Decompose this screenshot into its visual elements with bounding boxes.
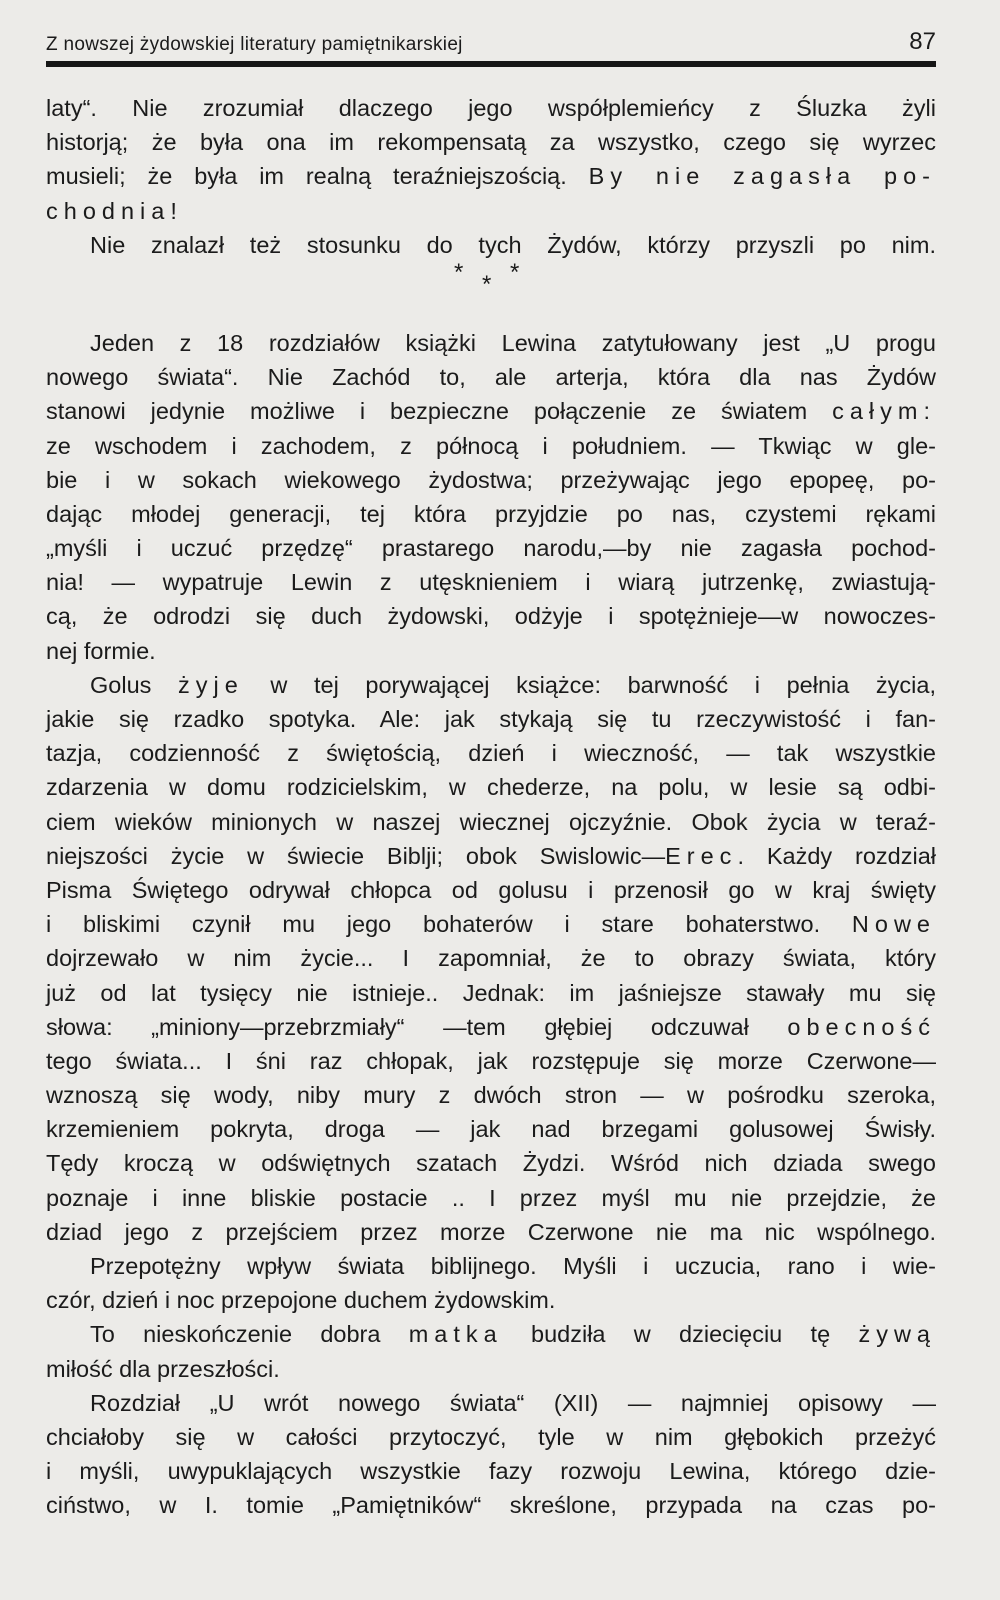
text-run: nia! — wypatruje Lewin z utęsknieniem i wiarą jutrzenkę, zwiastują-	[46, 569, 936, 596]
text-run: . Każdy rozdział	[737, 842, 936, 869]
emphasized-text: całym:	[832, 398, 936, 425]
text-run: bie i w sokach wiekowego żydostwa; przeżywając jego epopeę, po-	[46, 466, 936, 493]
header-rule	[46, 61, 936, 67]
text-line	[46, 463, 936, 497]
text-run: Jeden z 18 rozdziałów książki Lewina zatytułowany jest „U progu	[90, 329, 936, 356]
text-run: stanowi jedynie możliwe i bezpieczne połączenie ze światem	[46, 398, 833, 425]
text-line	[46, 702, 936, 736]
paragraph	[46, 228, 936, 262]
text-run: musieli; że była im realną teraźniejszością.	[46, 163, 589, 190]
text-run: ciństwo, w I. tomie „Pamiętników“ skreślone, przypada na czas po-	[46, 1492, 936, 1519]
text-run: niejszości życie w świecie Biblji; obok Swislowic—	[46, 842, 666, 869]
text-run: „myśli i uczuć przędzę“ prastarego narodu,—by nie zagasła pochod-	[46, 535, 936, 562]
emphasized-text: By nie zagasła po-	[588, 163, 936, 190]
text-line	[46, 634, 936, 668]
text-run: zdarzenia w domu rodzicielskim, w chederze, na polu, w lesie są odbi-	[46, 774, 936, 801]
text-run: laty“. Nie zrozumiał dlaczego jego współplemieńcy z Śluzka żyli	[46, 95, 936, 121]
paragraph	[46, 91, 936, 228]
text-line	[46, 326, 936, 360]
text-line	[46, 1078, 936, 1112]
emphasized-text: matka	[408, 1321, 503, 1348]
text-line	[46, 194, 936, 228]
asterisk: *	[510, 258, 520, 286]
paragraph	[46, 1317, 936, 1385]
page-header	[46, 28, 936, 56]
text-line	[46, 770, 936, 804]
emphasized-text: żywą	[858, 1321, 936, 1348]
paragraph	[46, 1386, 936, 1523]
text-run: Golus	[90, 671, 178, 698]
page-number: 87	[909, 28, 936, 55]
text-line	[46, 1420, 936, 1454]
text-run: czór, dzień i noc przepojone duchem żydowskim.	[46, 1287, 556, 1314]
text-line	[46, 497, 936, 531]
text-run: tego świata... I śni raz chłopak, jak rozstępuje się morze Czerwone—	[46, 1047, 936, 1074]
text-run: cą, że odrodzi się duch żydowski, odżyje i spotężnieje—w nowoczes-	[46, 603, 936, 630]
text-run: Rozdział „U wrót nowego świata“ (XII) — najmniej opisowy —	[90, 1389, 936, 1416]
text-line	[46, 1488, 936, 1522]
text-run: ze wschodem i zachodem, z północą i południem. — Tkwiąc w gle-	[46, 432, 936, 459]
text-run: budziła w dziecięciu tę	[502, 1321, 859, 1348]
text-line	[46, 1044, 936, 1078]
text-run: słowa: „miniony—przebrzmiały“ —tem głębiej odczuwał	[46, 1013, 788, 1040]
text-line	[46, 668, 936, 702]
text-line	[46, 736, 936, 770]
text-line	[46, 394, 936, 428]
text-line	[46, 873, 936, 907]
text-run: nej formie.	[46, 637, 156, 664]
running-title: Z nowszej żydowskiej literatury pamiętnikarskiej	[46, 34, 463, 55]
section-separator	[46, 258, 936, 326]
text-line	[46, 159, 936, 193]
text-line	[46, 599, 936, 633]
paragraph	[46, 1249, 936, 1317]
text-line	[46, 839, 936, 873]
text-line	[46, 805, 936, 839]
text-line	[46, 1146, 936, 1180]
text-run: tazja, codzienność z świętością, dzień i wieczność, — tak wszystkie	[46, 740, 936, 767]
text-line	[46, 1249, 936, 1283]
text-run: w tej porywającej książce: barwność i pełnia życia,	[243, 671, 936, 698]
text-run: już od lat tysięcy nie istnieje.. Jednak: im jaśniejsze stawały mu się	[46, 979, 936, 1006]
paragraph	[46, 668, 936, 1249]
text-run: chciałoby się w całości przytoczyć, tyle w nim głębokich przeżyć	[46, 1423, 936, 1450]
text-run: wznoszą się wody, niby mury z dwóch stron — w pośrodku szeroka,	[46, 1082, 936, 1109]
text-line	[46, 1283, 936, 1317]
text-run: historją; że była ona im rekompensatą za wszystko, czego się wyrzec	[46, 129, 936, 156]
text-run: miłość dla przeszłości.	[46, 1355, 280, 1382]
text-line	[46, 1112, 936, 1146]
text-line	[46, 1352, 936, 1386]
text-run: dziad jego z przejściem przez morze Czerwone nie ma nic wspólnego.	[46, 1218, 936, 1245]
text-line	[46, 907, 936, 941]
text-run: dojrzewało w nim życie... I zapomniał, że to obrazy świata, który	[46, 945, 936, 972]
text-run: Pisma Świętego odrywał chłopca od golusu i przenosił go w kraj święty	[46, 876, 936, 903]
text-line	[46, 228, 936, 262]
text-run: dając młodej generacji, tej która przyjdzie po nas, czystemi rękami	[46, 500, 936, 527]
text-run: To nieskończenie dobra	[90, 1321, 409, 1348]
text-line	[46, 1386, 936, 1420]
text-line	[46, 125, 936, 159]
emphasized-text: żyje	[178, 671, 244, 698]
text-line	[46, 941, 936, 975]
text-run: poznaje i inne bliskie postacie .. I przez myśl mu nie przejdzie, że	[46, 1184, 936, 1211]
text-run: Nie znalazł też stosunku do tych Żydów, którzy przyszli po nim.	[90, 231, 936, 258]
emphasized-text: Nowe	[851, 911, 936, 938]
text-run: Tędy kroczą w odświętnych szatach Żydzi. Wśród nich dziada swego	[46, 1150, 936, 1177]
emphasized-text: obecność	[787, 1013, 936, 1040]
text-line	[46, 91, 936, 125]
text-line	[46, 1454, 936, 1488]
text-run: Przepotężny wpływ świata biblijnego. Myśli i uczucia, rano i wie-	[90, 1253, 936, 1279]
text-run: krzemieniem pokryta, droga — jak nad brzegami golusowej Świsły.	[46, 1116, 936, 1143]
asterisk: *	[482, 270, 492, 298]
paragraph	[46, 326, 936, 668]
text-line	[46, 1010, 936, 1044]
text-line	[46, 1215, 936, 1249]
body-text	[46, 91, 936, 1523]
text-run: i bliskimi czynił mu jego bohaterów i stare bohaterstwo.	[46, 911, 852, 938]
text-line	[46, 429, 936, 463]
text-line	[46, 1317, 936, 1351]
text-line	[46, 565, 936, 599]
text-line	[46, 360, 936, 394]
emphasized-text: chodnia!	[46, 197, 183, 224]
text-run: jakie się rzadko spotyka. Ale: jak stykają się tu rzeczywistość i fan-	[46, 706, 936, 732]
asterisk: *	[454, 258, 464, 286]
text-run: nowego świata“. Nie Zachód to, ale arterja, która dla nas Żydów	[46, 364, 936, 391]
text-run: ciem wieków minionych w naszej wiecznej ojczyźnie. Obok życia w teraź-	[46, 808, 936, 835]
emphasized-text: Erec	[665, 842, 738, 869]
text-line	[46, 1181, 936, 1215]
text-line	[46, 976, 936, 1010]
text-run: i myśli, uwypuklających wszystkie fazy rozwoju Lewina, którego dzie-	[46, 1458, 936, 1485]
text-line	[46, 531, 936, 565]
